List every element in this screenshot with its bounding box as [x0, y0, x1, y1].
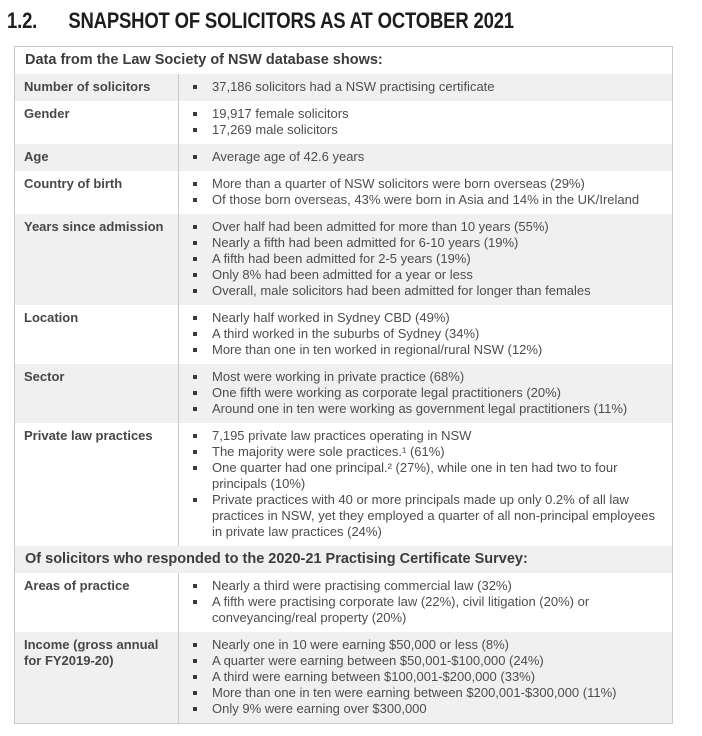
- bullet-square-icon: [193, 149, 212, 165]
- bullet-square-icon: [193, 385, 212, 401]
- row-label: Gender: [15, 101, 179, 144]
- bullet-item: [193, 122, 660, 138]
- bullet-square-icon: [193, 492, 212, 540]
- section-header: Data from the Law Society of NSW database shows:: [25, 52, 383, 68]
- table-row: [15, 364, 672, 423]
- bullet-square-icon: [193, 578, 212, 594]
- page-title: SNAPSHOT OF SOLICITORS AS AT OCTOBER 2021: [68, 8, 514, 33]
- row-content: [179, 144, 672, 171]
- bullet-text: 7,195 private law practices operating in NSW: [212, 428, 472, 443]
- snapshot-table: [14, 46, 673, 724]
- bullet-square-icon: [193, 594, 212, 626]
- bullet-item: [193, 326, 660, 342]
- bullet-item: [193, 369, 660, 385]
- bullet-item: [193, 637, 660, 653]
- section-heading: [7, 9, 591, 33]
- table-row: [15, 573, 672, 632]
- bullet-item: [193, 444, 660, 460]
- row-label: Sector: [15, 364, 179, 423]
- row-content: [179, 74, 672, 101]
- bullet-text: 19,917 female solicitors: [212, 106, 349, 121]
- bullet-item: [193, 79, 660, 95]
- bullet-item: [193, 701, 660, 717]
- bullet-item: [193, 401, 660, 417]
- section-header: Of solicitors who responded to the 2020-21 Practising Certificate Survey:: [15, 546, 672, 573]
- bullet-item: [193, 219, 660, 235]
- bullet-text: One quarter had one principal.² (27%), while one in ten had two to four principals (10%): [212, 460, 618, 491]
- bullet-square-icon: [193, 637, 212, 653]
- bullet-item: [193, 267, 660, 283]
- bullet-item: [193, 310, 660, 326]
- bullet-item: [193, 669, 660, 685]
- row-label: Income (gross annual for FY2019-20): [15, 632, 179, 723]
- bullet-square-icon: [193, 326, 212, 342]
- row-content: [179, 632, 672, 723]
- bullet-item: [193, 460, 660, 492]
- bullet-item: [193, 192, 660, 208]
- bullet-square-icon: [193, 401, 212, 417]
- bullet-text: Only 9% were earning over $300,000: [212, 701, 427, 716]
- table-row: [15, 423, 672, 546]
- bullet-text: A third were earning between $100,001-$200,000 (33%): [212, 669, 536, 684]
- row-content: [179, 214, 672, 305]
- table-row: [15, 144, 672, 171]
- bullet-item: [193, 685, 660, 701]
- bullet-text: More than one in ten worked in regional/rural NSW (12%): [212, 342, 543, 357]
- bullet-square-icon: [193, 685, 212, 701]
- bullet-item: [193, 342, 660, 358]
- bullet-square-icon: [193, 653, 212, 669]
- bullet-item: [193, 385, 660, 401]
- bullet-square-icon: [193, 283, 212, 299]
- bullet-item: [193, 283, 660, 299]
- row-label: Location: [15, 305, 179, 364]
- bullet-square-icon: [193, 219, 212, 235]
- table-row: [15, 101, 672, 144]
- bullet-text: A third worked in the suburbs of Sydney (34%): [212, 326, 480, 341]
- bullet-square-icon: [193, 251, 212, 267]
- bullet-text: Nearly half worked in Sydney CBD (49%): [212, 310, 450, 325]
- bullet-item: [193, 176, 660, 192]
- row-label: Areas of practice: [15, 573, 179, 632]
- table-row: [15, 632, 672, 723]
- bullet-square-icon: [193, 310, 212, 326]
- bullet-item: [193, 235, 660, 251]
- row-label: Number of solicitors: [15, 74, 179, 101]
- bullet-item: [193, 106, 660, 122]
- row-label: Country of birth: [15, 171, 179, 214]
- table-row: [15, 214, 672, 305]
- bullet-square-icon: [193, 176, 212, 192]
- table-row: [15, 305, 672, 364]
- bullet-square-icon: [193, 106, 212, 122]
- bullet-text: More than one in ten were earning between $200,001-$300,000 (11%): [212, 685, 617, 700]
- bullet-item: [193, 492, 660, 540]
- bullet-square-icon: [193, 460, 212, 492]
- bullet-text: Most were working in private practice (68%): [212, 369, 465, 384]
- bullet-text: A fifth had been admitted for 2-5 years (19%): [212, 251, 471, 266]
- bullet-text: Nearly a third were practising commercial law (32%): [212, 578, 512, 593]
- bullet-text: One fifth were working as corporate legal practitioners (20%): [212, 385, 561, 400]
- bullet-square-icon: [193, 701, 212, 717]
- bullet-text: Over half had been admitted for more than 10 years (55%): [212, 219, 549, 234]
- bullet-item: [193, 428, 660, 444]
- row-label: Age: [15, 144, 179, 171]
- bullet-text: 37,186 solicitors had a NSW practising certificate: [212, 79, 495, 94]
- bullet-text: Private practices with 40 or more principals made up only 0.2% of all law practices in NSW, yet they employed a quarter of all non-principal employees in private law practices (24%): [212, 492, 655, 539]
- table-row: [15, 74, 672, 101]
- row-content: [179, 171, 672, 214]
- bullet-square-icon: [193, 428, 212, 444]
- row-content: [179, 364, 672, 423]
- bullet-text: 17,269 male solicitors: [212, 122, 338, 137]
- bullet-square-icon: [193, 79, 212, 95]
- row-content: [179, 101, 672, 144]
- bullet-square-icon: [193, 122, 212, 138]
- bullet-text: Only 8% had been admitted for a year or less: [212, 267, 473, 282]
- bullet-square-icon: [193, 369, 212, 385]
- bullet-square-icon: [193, 267, 212, 283]
- row-label: Private law practices: [15, 423, 179, 546]
- bullet-square-icon: [193, 235, 212, 251]
- bullet-item: [193, 594, 660, 626]
- bullet-text: Overall, male solicitors had been admitted for longer than females: [212, 283, 591, 298]
- bullet-item: [193, 578, 660, 594]
- bullet-text: Average age of 42.6 years: [212, 149, 365, 164]
- table-row: [15, 171, 672, 214]
- row-content: [179, 305, 672, 364]
- bullet-text: Nearly a fifth had been admitted for 6-10 years (19%): [212, 235, 519, 250]
- heading-number: 1.2.: [7, 8, 38, 33]
- bullet-item: [193, 149, 660, 165]
- bullet-text: The majority were sole practices.¹ (61%): [212, 444, 445, 459]
- bullet-text: Of those born overseas, 43% were born in Asia and 14% in the UK/Ireland: [212, 192, 640, 207]
- row-label: Years since admission: [15, 214, 179, 305]
- bullet-text: A fifth were practising corporate law (22%), civil litigation (20%) or conveyancing/real property (20%): [212, 594, 590, 625]
- bullet-text: More than a quarter of NSW solicitors were born overseas (29%): [212, 176, 585, 191]
- bullet-square-icon: [193, 444, 212, 460]
- row-content: [179, 423, 672, 546]
- row-content: [179, 573, 672, 632]
- bullet-item: [193, 653, 660, 669]
- bullet-item: [193, 251, 660, 267]
- bullet-text: Around one in ten were working as government legal practitioners (11%): [212, 401, 628, 416]
- bullet-square-icon: [193, 669, 212, 685]
- bullet-text: Nearly one in 10 were earning $50,000 or less (8%): [212, 637, 510, 652]
- bullet-square-icon: [193, 192, 212, 208]
- bullet-square-icon: [193, 342, 212, 358]
- bullet-text: A quarter were earning between $50,001-$100,000 (24%): [212, 653, 544, 668]
